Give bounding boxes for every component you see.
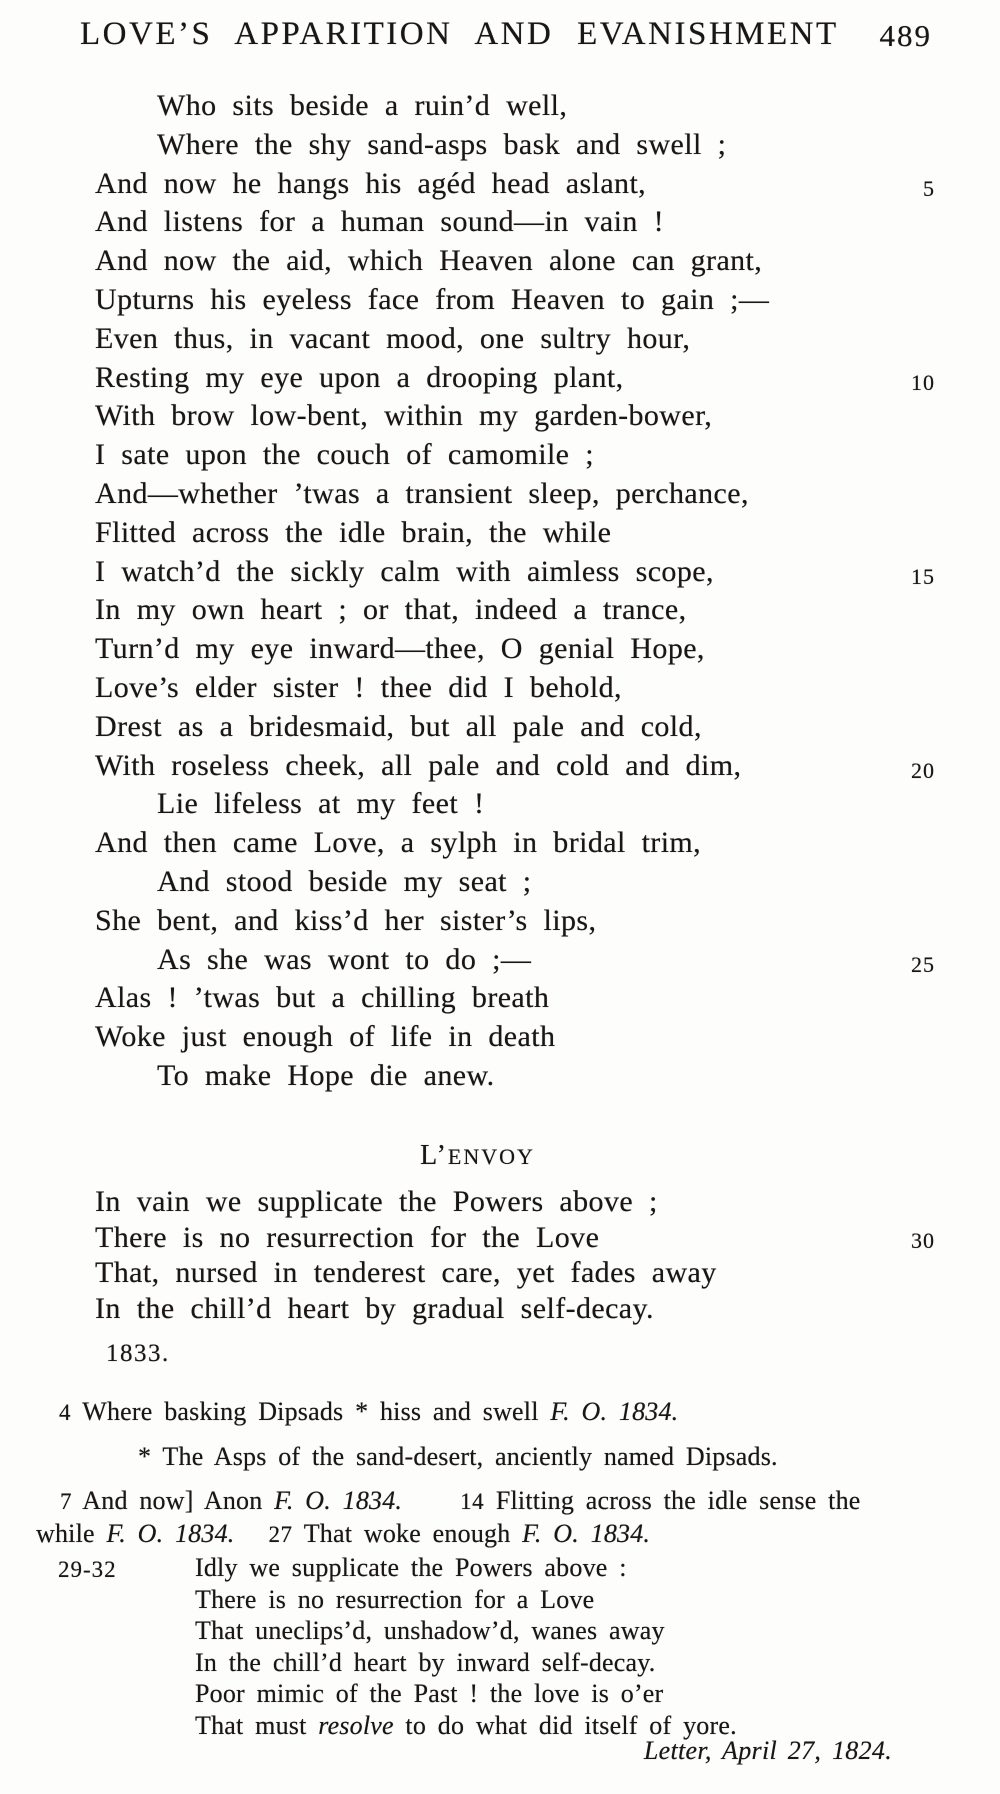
poem-line bbox=[95, 397, 940, 436]
poem-line-text: In the chill’d heart by gradual self-decay. bbox=[95, 1291, 654, 1325]
footnote-line-ref: 4 bbox=[59, 1400, 71, 1425]
poem-line bbox=[95, 514, 940, 553]
poem-line bbox=[95, 1184, 940, 1220]
poem-line bbox=[95, 1291, 940, 1327]
letter-attribution: Letter, April 27, 1824. bbox=[643, 1736, 892, 1765]
poem-line-text: And then came Love, a sylph in bridal trim, bbox=[95, 826, 702, 860]
poem-line-text: As she was wont to do ;— bbox=[157, 942, 532, 976]
poem-line bbox=[95, 359, 940, 398]
poem-line bbox=[95, 1057, 940, 1096]
poem-line bbox=[95, 1018, 940, 1057]
footnote-line-ref: 29-32 bbox=[58, 1557, 117, 1582]
composition-date: 1833. bbox=[106, 1340, 170, 1367]
footnote-text: And now] Anon bbox=[72, 1486, 275, 1515]
poem-line-text: Alas ! ’twas but a chilling breath bbox=[95, 981, 550, 1015]
page-title: LOVE’S APPARITION AND EVANISHMENT bbox=[80, 16, 839, 52]
poem-line-text: Even thus, in vacant mood, one sultry hour, bbox=[95, 321, 691, 355]
poem-line bbox=[95, 126, 940, 165]
footnote-text: while bbox=[36, 1518, 107, 1548]
poem-line-text: Woke just enough of life in death bbox=[95, 1020, 556, 1054]
poem-line-text: In vain we supplicate the Powers above ; bbox=[95, 1185, 658, 1218]
poem-line-text: Resting my eye upon a drooping plant, bbox=[95, 360, 624, 394]
poem-line bbox=[95, 203, 940, 242]
verse-line-number: 30 bbox=[911, 1227, 935, 1253]
footnote-text: * The Asps of the sand-desert, anciently named Dipsads. bbox=[138, 1441, 778, 1471]
poem-line-text: And now he hangs his agéd head aslant, bbox=[95, 166, 647, 200]
poem-line bbox=[95, 747, 940, 786]
poem-line-text: Turn’d my eye inward—thee, O genial Hope, bbox=[95, 632, 705, 666]
poem-line-text: Lie lifeless at my feet ! bbox=[157, 787, 485, 821]
poem-line-text: I watch’d the sickly calm with aimless scope, bbox=[95, 554, 714, 588]
poem-line bbox=[95, 863, 940, 902]
footnote-text: That woke enough bbox=[292, 1518, 523, 1548]
poem-line bbox=[95, 281, 940, 320]
poem-line bbox=[95, 553, 940, 592]
poem-line-text: Love’s elder sister ! thee did I behold, bbox=[95, 670, 622, 704]
footnote-text: F. O. 1834. bbox=[550, 1397, 679, 1426]
footnote-text: Idly we supplicate the Powers above : bbox=[195, 1553, 627, 1582]
footnote-line bbox=[36, 1441, 896, 1473]
poem-line bbox=[95, 979, 940, 1018]
footnote-line bbox=[36, 1615, 896, 1647]
footnote-text: That uneclips’d, unshadow’d, wanes away bbox=[195, 1616, 665, 1645]
footnote-line bbox=[36, 1647, 896, 1679]
poem-line bbox=[95, 902, 940, 941]
poem-line bbox=[95, 669, 940, 708]
poem-line-text: She bent, and kiss’d her sister’s lips, bbox=[95, 903, 597, 937]
poem-line bbox=[95, 708, 940, 747]
poem-line bbox=[95, 436, 940, 475]
footnote-line bbox=[36, 1396, 896, 1429]
poem-line-text: And now the aid, which Heaven alone can grant, bbox=[95, 244, 763, 278]
verse-line-number: 5 bbox=[923, 175, 935, 201]
envoy-body bbox=[95, 1184, 940, 1326]
footnote-line bbox=[36, 1485, 896, 1518]
poem-line bbox=[95, 630, 940, 669]
poem-line bbox=[95, 1220, 940, 1256]
footnote-line bbox=[36, 1584, 896, 1616]
poem-line-text: Where the shy sand-asps bask and swell ; bbox=[157, 127, 727, 161]
poem-line-text: Upturns his eyeless face from Heaven to gain ;— bbox=[95, 282, 770, 316]
footnote-text: F. O. 1834. bbox=[274, 1486, 403, 1515]
footnote-text: Where basking Dipsads * hiss and swell bbox=[71, 1397, 551, 1426]
poem-line-text: And stood beside my seat ; bbox=[157, 864, 532, 898]
poem-line-text: Who sits beside a ruin’d well, bbox=[157, 89, 568, 122]
footnote-text: F. O. 1834. bbox=[522, 1518, 651, 1548]
poem-line-text: And listens for a human sound—in vain ! bbox=[95, 205, 665, 239]
poem-line bbox=[95, 591, 940, 630]
footnote-text: Flitting across the idle sense the bbox=[484, 1486, 861, 1515]
verse-line-number: 10 bbox=[911, 369, 935, 395]
poem-line-text: I sate upon the couch of camomile ; bbox=[95, 438, 595, 472]
footnote-text: Poor mimic of the Past ! the love is o’er bbox=[195, 1679, 664, 1708]
envoy-heading: L’ENVOY bbox=[420, 1140, 535, 1171]
poem-line-text: And—whether ’twas a transient sleep, perchance, bbox=[95, 476, 749, 510]
poem-line bbox=[95, 165, 940, 204]
poem-line bbox=[95, 785, 940, 824]
footnote-line-ref: 14 bbox=[460, 1489, 485, 1514]
footnote-line bbox=[36, 1678, 896, 1710]
verse-line-number: 15 bbox=[911, 563, 935, 589]
footnote-line-ref: 27 bbox=[268, 1521, 293, 1547]
poem-line bbox=[95, 1255, 940, 1291]
footnotes-apparatus bbox=[36, 1396, 896, 1741]
poem-line bbox=[95, 941, 940, 980]
footnote-text: resolve bbox=[318, 1710, 394, 1740]
poem-line-text: With roseless cheek, all pale and cold and dim, bbox=[95, 748, 742, 782]
poem-line bbox=[95, 475, 940, 514]
poem-line-text: There is no resurrection for the Love bbox=[95, 1220, 600, 1254]
footnote-text: That must bbox=[195, 1710, 319, 1740]
poem-line-text: In my own heart ; or that, indeed a trance, bbox=[95, 593, 687, 627]
footnote-text: F. O. 1834. bbox=[106, 1518, 235, 1548]
footnote-text: In the chill’d heart by inward self-decay. bbox=[195, 1647, 656, 1677]
poem-line-text: Flitted across the idle brain, the while bbox=[95, 515, 612, 549]
verse-line-number: 25 bbox=[911, 951, 935, 977]
poem-line bbox=[95, 824, 940, 863]
footnote-line bbox=[36, 1518, 896, 1551]
poem-line-text: That, nursed in tenderest care, yet fades away bbox=[95, 1256, 717, 1289]
footnote-text: to do what did itself of yore. bbox=[393, 1710, 737, 1740]
footnote-line-ref: 7 bbox=[60, 1489, 72, 1514]
running-header bbox=[0, 0, 1000, 60]
footnote-line bbox=[36, 1552, 896, 1584]
poem-line bbox=[95, 320, 940, 359]
poem-line-text: Drest as a bridesmaid, but all pale and cold, bbox=[95, 709, 702, 743]
verse-line-number: 20 bbox=[911, 757, 935, 783]
page-number: 489 bbox=[879, 18, 932, 53]
poem-body bbox=[95, 87, 940, 1096]
poem-line bbox=[95, 242, 940, 281]
poem-line-text: To make Hope die anew. bbox=[157, 1058, 495, 1092]
footnote-text: There is no resurrection for a Love bbox=[195, 1584, 595, 1614]
poem-line bbox=[95, 87, 940, 126]
poem-line-text: With brow low-bent, within my garden-bower, bbox=[95, 399, 713, 433]
